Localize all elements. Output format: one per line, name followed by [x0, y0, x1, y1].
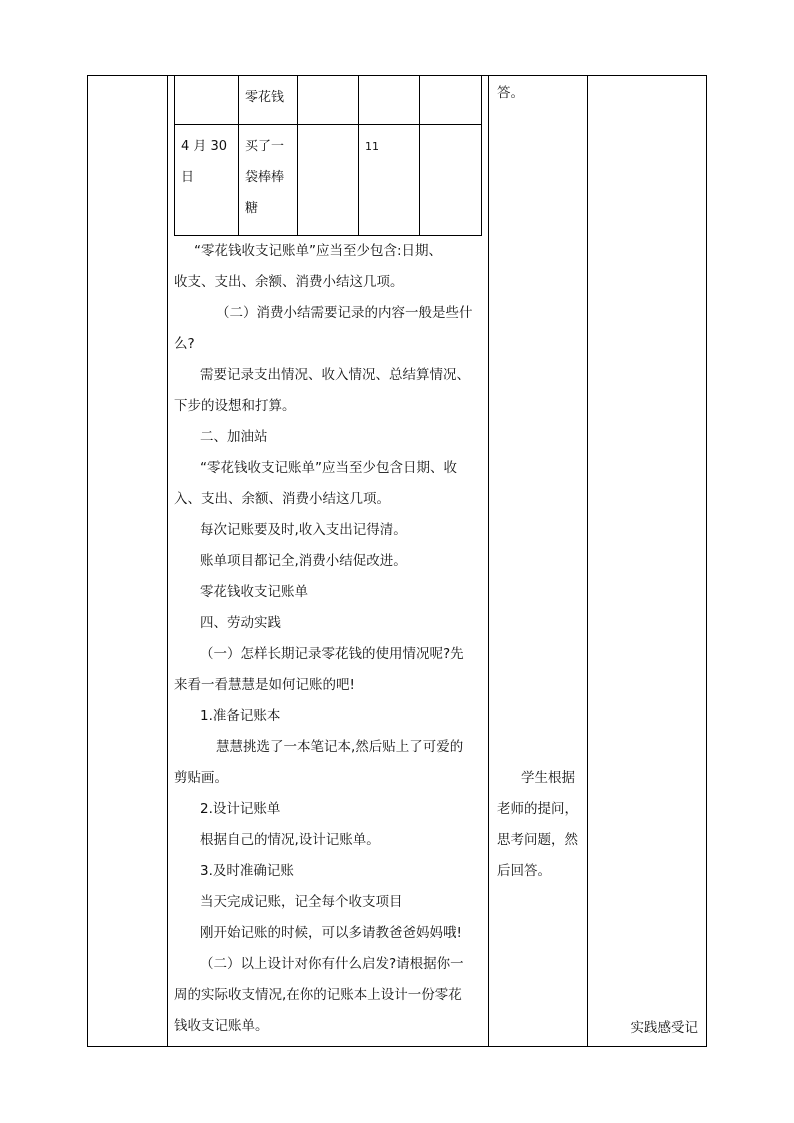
- body-line: 账单项目都记全,消费小结促改进。: [200, 553, 407, 569]
- body-line: 根据自己的情况,设计记账单。: [200, 832, 380, 848]
- ledger-cell-income: [298, 125, 359, 236]
- body-line: 来看一看慧慧是如何记账的吧!: [174, 677, 355, 693]
- ledger-cell-expense: 11: [359, 125, 420, 236]
- ledger-cell-date: 4 月 30 日: [175, 125, 239, 236]
- ledger-cell-income: [298, 76, 359, 125]
- section-heading: 四、劳动实践: [200, 615, 281, 631]
- body-line: 慧慧挑选了一本笔记本,然后贴上了可爱的: [216, 739, 464, 755]
- body-line: 钱收支记账单。: [174, 1018, 269, 1034]
- column-divider: [587, 75, 588, 1047]
- ledger-table: [174, 75, 482, 236]
- step-heading: 1.准备记账本: [200, 708, 281, 724]
- section-heading: 二、加油站: [200, 429, 268, 445]
- student-line: 后回答。: [497, 863, 551, 879]
- body-line: 每次记账要及时,收入支出记得清。: [200, 522, 407, 538]
- student-line: 思考问题，然: [497, 832, 578, 848]
- body-line: 下步的设想和打算。: [174, 398, 296, 414]
- body-line: 入、支出、余额、消费小结这几项。: [174, 491, 390, 507]
- student-activity-top: 答。: [497, 85, 524, 101]
- teaching-content: [168, 236, 485, 1042]
- step-heading: 2.设计记账单: [200, 801, 281, 817]
- body-line: 周的实际收支情况,在你的记账本上设计一份零花: [174, 987, 462, 1003]
- body-line: （二）消费小结需要记录的内容一般是些什: [216, 305, 473, 321]
- ledger-cell-item: 买了一 袋棒棒 糖: [239, 125, 298, 236]
- student-line: 学生根据: [521, 770, 575, 786]
- body-line: 当天完成记账，记全每个收支项目: [200, 894, 403, 910]
- body-line: 需要记录支出情况、收入情况、总结算情况、: [200, 367, 470, 383]
- ledger-row: [175, 76, 482, 125]
- ledger-row: [175, 125, 482, 236]
- body-line: “零花钱收支记账单”应当至少包含日期、收: [200, 460, 457, 476]
- student-activity: [491, 763, 585, 887]
- student-line: 老师的提问，: [497, 801, 578, 817]
- column-divider: [488, 75, 489, 1047]
- body-line: “零花钱收支记账单”应当至少包含:日期、: [194, 243, 443, 259]
- design-intent: 实践感受记: [630, 1020, 698, 1036]
- ledger-cell-item: 零花钱: [239, 76, 298, 125]
- body-line: 收支、支出、余额、消费小结这几项。: [174, 274, 404, 290]
- body-line: 么?: [174, 336, 195, 352]
- ledger-cell-balance: [420, 125, 482, 236]
- ledger-cell-balance: [420, 76, 482, 125]
- body-line: （一）怎样长期记录零花钱的使用情况呢?先: [200, 646, 464, 662]
- ledger-cell-expense: [359, 76, 420, 125]
- ledger-cell-date: [175, 76, 239, 125]
- body-line: 零花钱收支记账单: [200, 584, 308, 600]
- body-line: 刚开始记账的时候，可以多请教爸爸妈妈哦!: [200, 925, 462, 941]
- step-heading: 3.及时准确记账: [200, 863, 294, 879]
- body-line: （二）以上设计对你有什么启发?请根据你一: [200, 956, 464, 972]
- body-line: 剪贴画。: [174, 770, 228, 786]
